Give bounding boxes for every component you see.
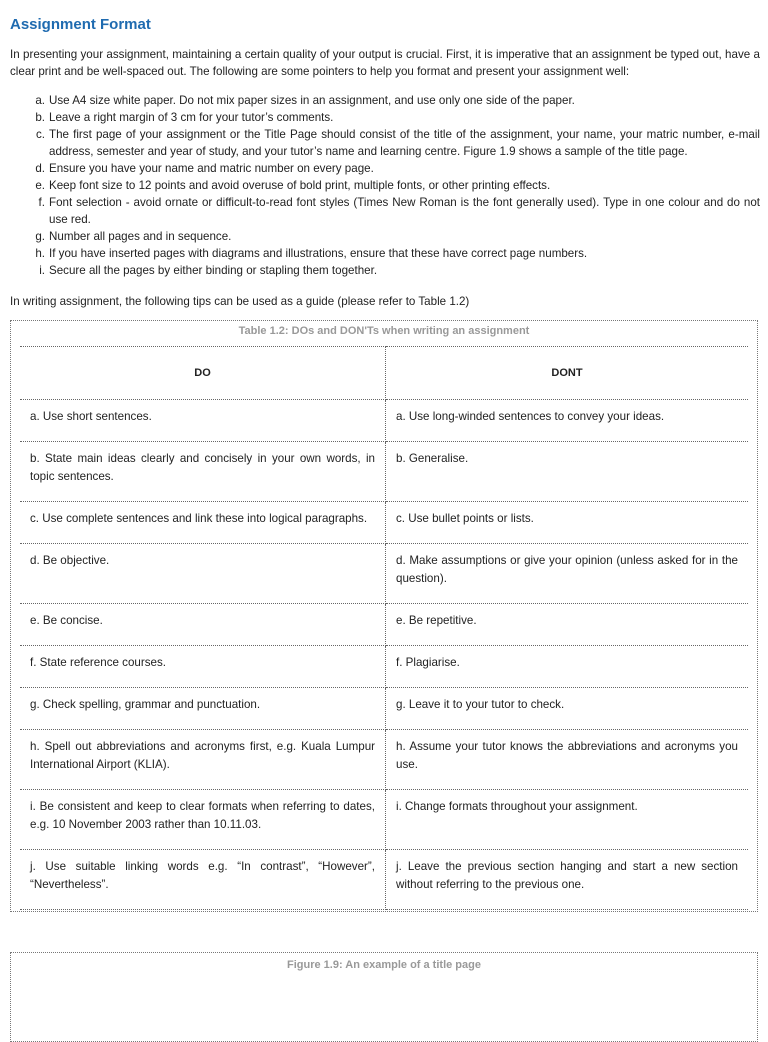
list-item-text: Font selection - avoid ornate or difficult-to-read font styles (Times New Roman is the font generally used). Type in one colour and do not use red. [49, 196, 760, 226]
list-item-text: The first page of your assignment or the Title Page should consist of the title of the assignment, your name, your matric number, e-mail address, semester and year of study, and your tutor’s name and learning centre. Figure 1.9 shows a sample of the title page. [49, 128, 760, 158]
dos-donts-table [20, 346, 748, 910]
do-cell: f. State reference courses. [20, 646, 386, 688]
figure-caption: Figure 1.9: An example of a title page [287, 959, 481, 971]
list-item [10, 126, 760, 160]
page-title: Assignment Format [10, 16, 151, 33]
dont-cell: b. Generalise. [386, 442, 749, 502]
dont-cell: f. Plagiarise. [386, 646, 749, 688]
list-item [10, 245, 760, 262]
table-row [20, 544, 748, 604]
list-item-text: Secure all the pages by either binding or stapling them together. [49, 264, 378, 277]
dont-cell: j. Leave the previous section hanging and start a new section without referring to the previous one. [386, 850, 749, 910]
do-cell: d. Be objective. [20, 544, 386, 604]
do-cell: j. Use suitable linking words e.g. “In contrast”, “However”, “Nevertheless”. [20, 850, 386, 910]
dont-cell: a. Use long-winded sentences to convey your ideas. [386, 400, 749, 442]
intro-paragraph: In presenting your assignment, maintaining a certain quality of your output is crucial. First, it is imperative that an assignment be typed out, have a clear print and be well-spaced out. The following are some pointers to help you format and present your assignment well: [10, 48, 760, 78]
table-caption: Table 1.2: DOs and DON'Ts when writing an assignment [238, 325, 530, 337]
list-item [10, 160, 760, 177]
list-marker: a. [35, 94, 45, 107]
list-item-text: Ensure you have your name and matric number on every page. [49, 162, 374, 175]
figure-container [10, 952, 758, 1042]
list-item [10, 228, 760, 245]
list-item-text: Number all pages and in sequence. [49, 230, 232, 243]
list-marker: e. [35, 179, 45, 192]
table-row [20, 646, 748, 688]
list-marker: d. [35, 162, 45, 175]
list-item [10, 109, 760, 126]
list-marker: h. [35, 247, 45, 260]
header-do: DO [20, 347, 386, 400]
dont-cell: i. Change formats throughout your assignment. [386, 790, 749, 850]
table-row [20, 730, 748, 790]
dont-cell: h. Assume your tutor knows the abbreviations and acronyms you use. [386, 730, 749, 790]
do-cell: g. Check spelling, grammar and punctuation. [20, 688, 386, 730]
dont-cell: e. Be repetitive. [386, 604, 749, 646]
list-item-text: Use A4 size white paper. Do not mix paper sizes in an assignment, and use only one side of the paper. [49, 94, 575, 107]
table-row [20, 502, 748, 544]
table-header-row [20, 347, 748, 400]
do-cell: e. Be concise. [20, 604, 386, 646]
do-cell: a. Use short sentences. [20, 400, 386, 442]
list-item-text: Keep font size to 12 points and avoid overuse of bold print, multiple fonts, or other printing effects. [49, 179, 551, 192]
table-row [20, 688, 748, 730]
list-marker: b. [35, 111, 45, 124]
do-cell: i. Be consistent and keep to clear formats when referring to dates, e.g. 10 November 2003 rather than 10.11.03. [20, 790, 386, 850]
list-marker: c. [35, 128, 45, 141]
do-cell: b. State main ideas clearly and concisely in your own words, in topic sentences. [20, 442, 386, 502]
pointers-list [10, 92, 760, 279]
list-item [10, 262, 760, 279]
table-container [10, 320, 758, 912]
dont-cell: d. Make assumptions or give your opinion (unless asked for in the question). [386, 544, 749, 604]
guide-paragraph: In writing assignment, the following tips can be used as a guide (please refer to Table 1.2) [10, 295, 470, 308]
list-item [10, 177, 760, 194]
table-row [20, 400, 748, 442]
list-item [10, 194, 760, 228]
table-row [20, 442, 748, 502]
header-dont: DONT [386, 347, 749, 400]
list-item-text: Leave a right margin of 3 cm for your tutor’s comments. [49, 111, 334, 124]
table-row [20, 604, 748, 646]
list-marker: f. [38, 196, 45, 209]
table-row [20, 850, 748, 910]
list-item [10, 92, 760, 109]
do-cell: c. Use complete sentences and link these into logical paragraphs. [20, 502, 386, 544]
list-marker: g. [35, 230, 45, 243]
table-row [20, 790, 748, 850]
dont-cell: g. Leave it to your tutor to check. [386, 688, 749, 730]
do-cell: h. Spell out abbreviations and acronyms first, e.g. Kuala Lumpur International Airport (KLIA). [20, 730, 386, 790]
list-marker: i. [39, 264, 45, 277]
list-item-text: If you have inserted pages with diagrams and illustrations, ensure that these have correct page numbers. [49, 247, 588, 260]
dont-cell: c. Use bullet points or lists. [386, 502, 749, 544]
